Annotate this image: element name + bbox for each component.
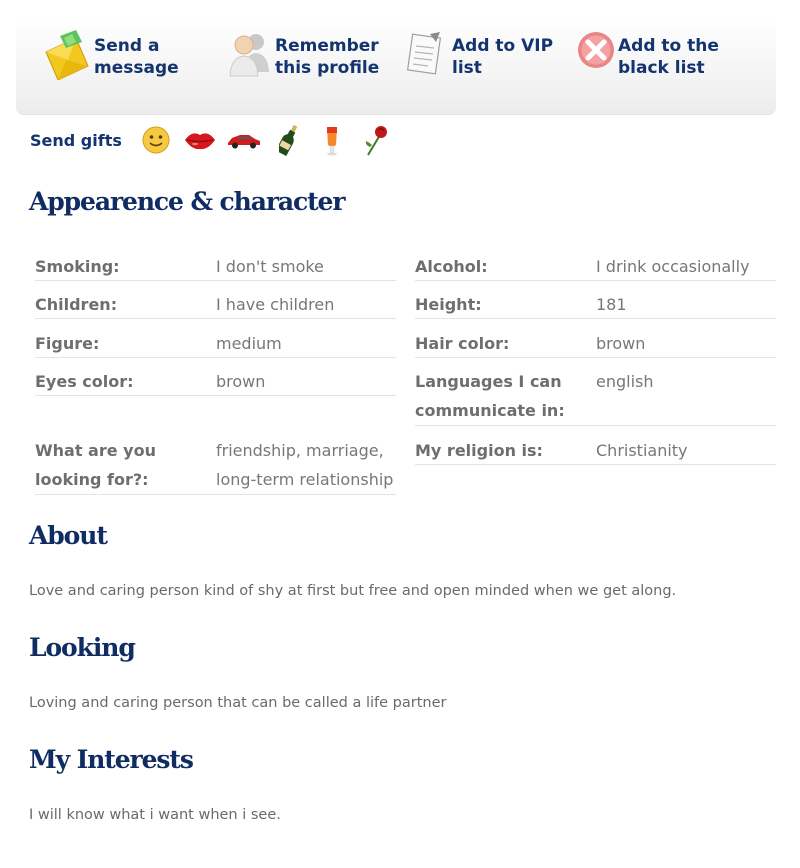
appearance-heading: Appearence & character <box>29 187 345 216</box>
add-vip-label: Add to VIP list <box>452 36 554 78</box>
attr-alcohol <box>415 252 776 281</box>
divider <box>415 318 776 319</box>
send-message-label: Send a message <box>94 36 179 78</box>
send-gifts-row <box>30 122 398 158</box>
cocktail-icon[interactable] <box>310 122 354 158</box>
attr-label: My religion is: <box>415 441 543 460</box>
attr-label: Languages I can communicate in: <box>415 372 565 420</box>
divider <box>35 494 396 495</box>
attr-label: Height: <box>415 295 482 314</box>
interests-heading: My Interests <box>29 745 193 774</box>
attr-looking-for <box>35 436 396 495</box>
blacklist-x-icon <box>576 30 616 80</box>
champagne-icon[interactable] <box>266 122 310 158</box>
attr-value: I have children <box>216 295 335 314</box>
attr-value: 181 <box>596 295 627 314</box>
send-gifts-label: Send gifts <box>30 130 122 150</box>
envelope-icon <box>42 30 92 80</box>
users-icon <box>225 30 275 80</box>
looking-text: Loving and caring person that can be called a life partner <box>29 695 447 711</box>
attr-label: Figure: <box>35 334 100 353</box>
vip-list-icon <box>406 30 444 80</box>
interests-text: I will know what i want when i see. <box>29 807 281 823</box>
add-vip-button[interactable] <box>406 30 564 80</box>
attr-value: I don't smoke <box>216 257 324 276</box>
attr-value: english <box>596 372 654 391</box>
attr-label: Alcohol: <box>415 257 488 276</box>
profile-action-bar <box>16 18 776 115</box>
looking-heading: Looking <box>29 633 135 662</box>
remember-profile-label: Remember this profile <box>275 36 380 78</box>
divider <box>35 357 396 358</box>
attr-label: Children: <box>35 295 118 314</box>
divider <box>35 318 396 319</box>
attr-religion <box>415 436 776 465</box>
attr-languages <box>415 367 776 426</box>
remember-profile-button[interactable] <box>225 30 387 80</box>
attr-value: Christianity <box>596 441 688 460</box>
attr-smoking <box>35 252 396 281</box>
add-blacklist-button[interactable] <box>576 30 728 80</box>
attr-value: friendship, marriage, long-term relationship <box>216 441 394 489</box>
attr-figure <box>35 329 396 358</box>
divider <box>415 280 776 281</box>
attr-value: brown <box>596 334 646 353</box>
attr-eyes-color <box>35 367 396 396</box>
about-heading: About <box>29 521 107 550</box>
car-icon[interactable] <box>222 122 266 158</box>
divider <box>415 425 776 426</box>
attr-label: What are you looking for?: <box>35 441 156 489</box>
add-blacklist-label: Add to the black list <box>618 36 719 78</box>
divider <box>415 464 776 465</box>
divider <box>35 395 396 396</box>
attr-value: brown <box>216 372 266 391</box>
attr-value: I drink occasionally <box>596 257 750 276</box>
smiley-icon[interactable] <box>134 122 178 158</box>
attr-value: medium <box>216 334 282 353</box>
attr-height <box>415 290 776 319</box>
divider <box>415 357 776 358</box>
attr-children <box>35 290 396 319</box>
about-text: Love and caring person kind of shy at first but free and open minded when we get along. <box>29 583 677 599</box>
attr-label: Smoking: <box>35 257 120 276</box>
attr-label: Hair color: <box>415 334 510 353</box>
divider <box>35 280 396 281</box>
rose-icon[interactable] <box>354 122 398 158</box>
send-message-button[interactable] <box>42 30 184 80</box>
attr-hair-color <box>415 329 776 358</box>
attr-label: Eyes color: <box>35 372 134 391</box>
lips-icon[interactable] <box>178 122 222 158</box>
